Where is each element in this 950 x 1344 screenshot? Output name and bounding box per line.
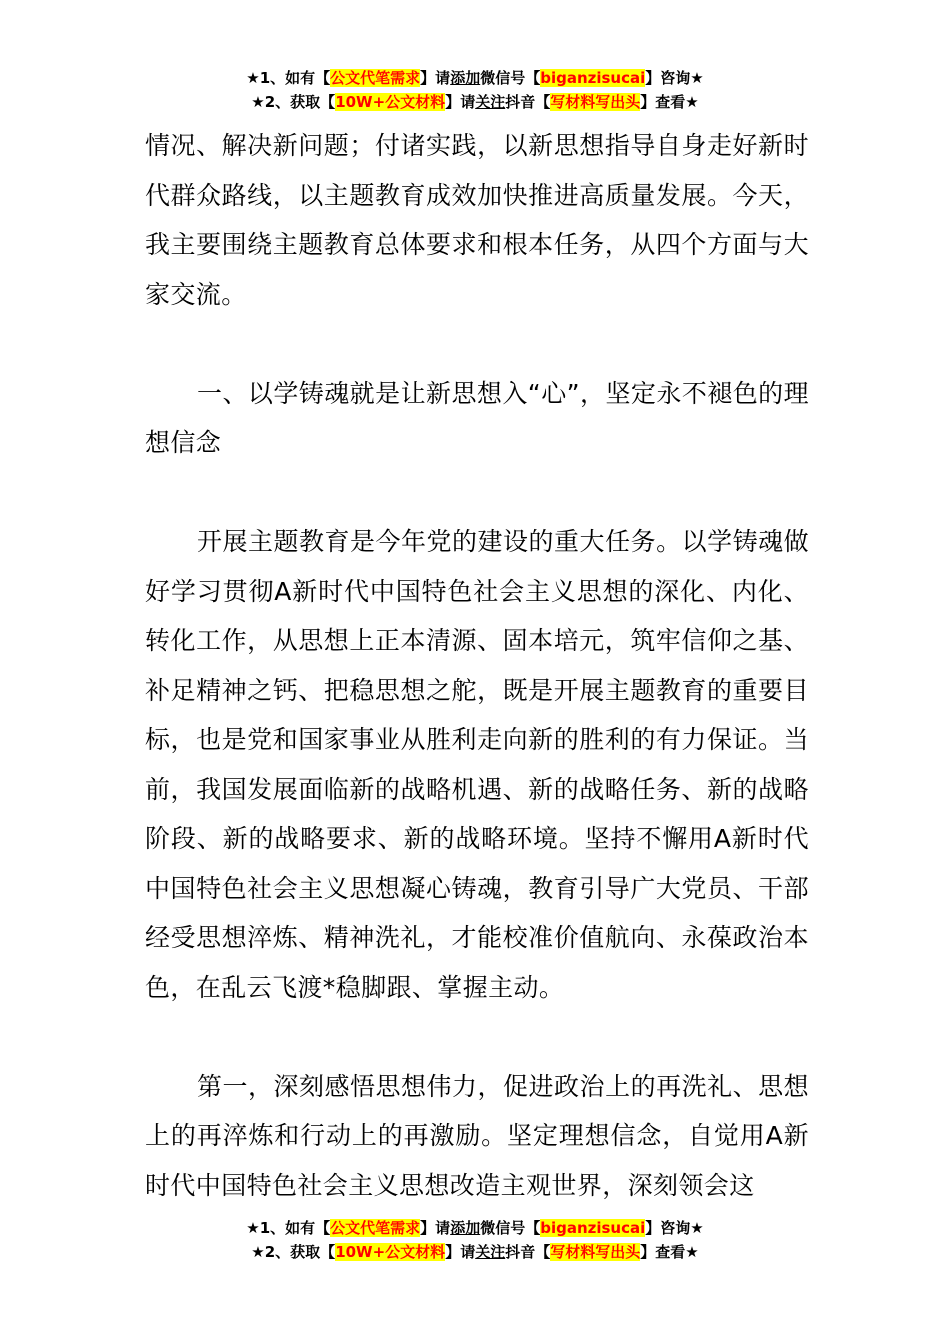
paragraph: 开展主题教育是今年党的建设的重大任务。以学铸魂做好学习贯彻A新时代中国特色社会主义思想的深化、内化、转化工作，从思想上正本清源、固本培元，筑牢信仰之基、补足精神之钙、把稳思想之舵，既是开展主题教育的重要目标，也是党和国家事业从胜利走向新的胜利的有力保证。当前，我国发展面临新的战略机遇、新的战略任务、新的战略阶段、新的战略要求、新的战略环境。坚持不懈用A新时代中国特色社会主义思想凝心铸魂，教育引导广大党员、干部经受思想淬炼、精神洗礼，才能校准价值航向、永葆政治本色，在乱云飞渡*稳脚跟、掌握主动。 <box>145 527 809 1002</box>
highlight-service: 公文代笔需求 <box>330 1219 421 1237</box>
banner-line-1: ★1、如有【公文代笔需求】请添加微信号【biganzisucai】咨询★ <box>246 1219 704 1237</box>
highlight-wechat-id: biganzisucai <box>540 1219 646 1237</box>
highlight-materials: 10W+公文材料 <box>335 93 446 111</box>
document-body <box>145 121 809 1210</box>
highlight-service: 公文代笔需求 <box>330 69 421 87</box>
banner-line-1: ★1、如有【公文代笔需求】请添加微信号【biganzisucai】咨询★ <box>246 69 704 87</box>
paragraph-spacer <box>145 319 809 369</box>
paragraph-spacer <box>145 468 809 518</box>
footer-banner <box>0 1216 950 1264</box>
paragraph-continuation: 情况、解决新问题；付诸实践，以新思想指导自身走好新时代群众路线，以主题教育成效加快推进高质量发展。今天，我主要围绕主题教育总体要求和根本任务，从四个方面与大家交流。 <box>145 131 809 309</box>
highlight-materials: 10W+公文材料 <box>335 1243 446 1261</box>
section-heading: 一、以学铸魂就是让新思想入“心”，坚定永不褪色的理想信念 <box>145 378 809 457</box>
highlight-wechat-id: biganzisucai <box>540 69 646 87</box>
paragraph: 第一，深刻感悟思想伟力，促进政治上的再洗礼、思想上的再淬炼和行动上的再激励。坚定理想信念，自觉用A新时代中国特色社会主义思想改造主观世界，深刻领会这 <box>145 1071 809 1200</box>
paragraph-spacer <box>145 1012 809 1062</box>
highlight-douyin: 写材料写出头 <box>550 93 641 111</box>
header-banner <box>0 66 950 114</box>
banner-line-2: ★2、获取【10W+公文材料】请关注抖音【写材料写出头】查看★ <box>251 93 699 111</box>
highlight-douyin: 写材料写出头 <box>550 1243 641 1261</box>
banner-line-2: ★2、获取【10W+公文材料】请关注抖音【写材料写出头】查看★ <box>251 1243 699 1261</box>
